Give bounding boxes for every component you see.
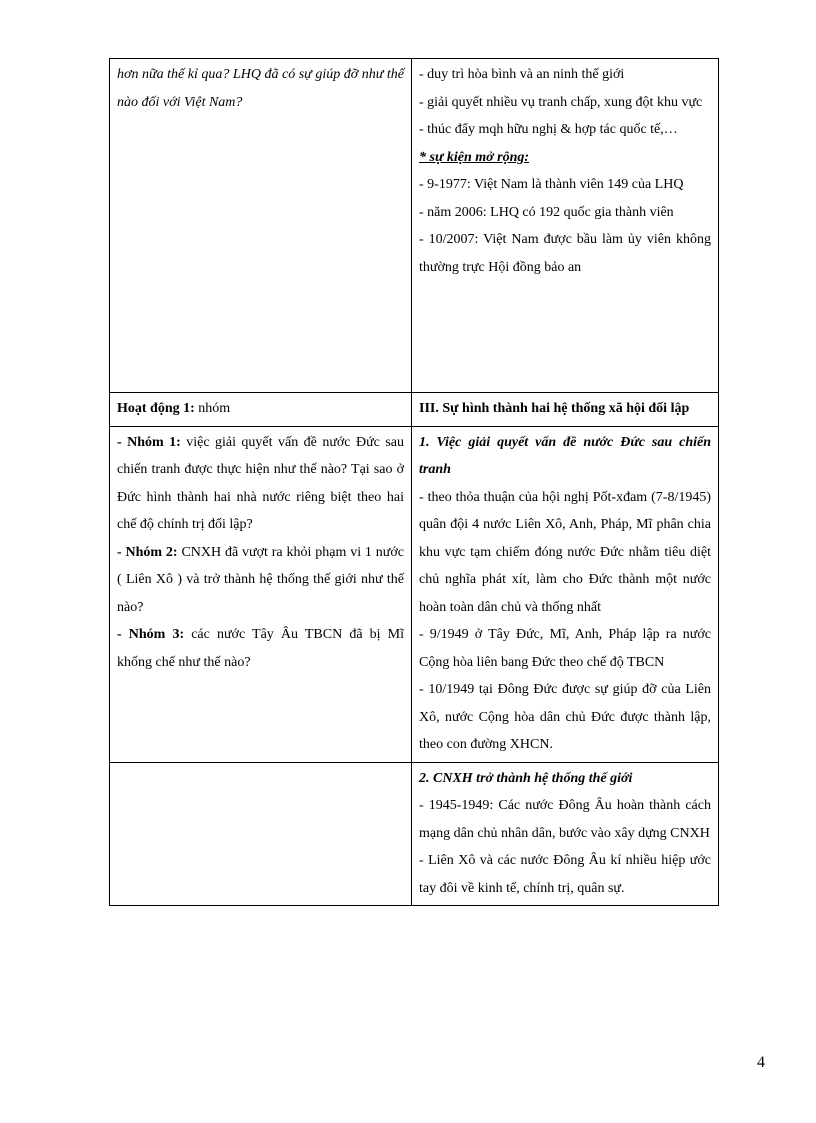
list-item: - thúc đẩy mqh hữu nghị & hợp tác quốc tế,… bbox=[419, 122, 678, 137]
table-row bbox=[110, 59, 719, 393]
activity-text: nhóm bbox=[194, 401, 231, 416]
activity-cell bbox=[110, 762, 412, 906]
list-item: - theo thỏa thuận của hội nghị Pốt-xđam (7-8/1945) quân đội 4 nước Liên Xô, Anh, Pháp, Mĩ phân chia khu vực tạm chiếm đóng nước Đức nhằm tiêu diệt chủ nghĩa phát xít, làm cho Đức thành một nước hoàn toàn dân chủ và thống nhất bbox=[419, 489, 711, 615]
activity-cell bbox=[110, 59, 412, 393]
activity-cell bbox=[110, 393, 412, 427]
list-item: - giải quyết nhiều vụ tranh chấp, xung đột khu vực bbox=[419, 94, 703, 110]
section-heading: III. Sự hình thành hai hệ thống xã hội đối lập bbox=[419, 401, 690, 416]
list-item: - Liên Xô và các nước Đông Âu kí nhiều hiệp ước tay đôi về kinh tế, chính trị, quân sự. bbox=[419, 853, 711, 896]
question-text: hơn nữa thế kỉ qua? LHQ đã có sự giúp đỡ như thế nào đối với Việt Nam? bbox=[117, 67, 404, 110]
list-item: - 9-1977: Việt Nam là thành viên 149 của LHQ bbox=[419, 177, 684, 192]
subsection-heading: 2. CNXH trở thành hệ thống thế giới bbox=[419, 770, 633, 786]
subsection-heading: 1. Việc giải quyết vấn đề nước Đức sau chiến tranh bbox=[419, 434, 711, 477]
group-label: - Nhóm 3: bbox=[117, 627, 185, 642]
activity-label: Hoạt động 1: bbox=[117, 401, 195, 416]
activity-cell bbox=[110, 426, 412, 762]
list-item: - duy trì hòa bình và an ninh thế giới bbox=[419, 67, 625, 82]
group-label: - Nhóm 2: bbox=[117, 544, 178, 560]
content-cell bbox=[412, 762, 719, 906]
table-row bbox=[110, 393, 719, 427]
content-cell bbox=[412, 426, 719, 762]
group-task: CNXH đã vượt ra khỏi phạm vi 1 nước ( Liên Xô ) và trở thành hệ thống thế giới như thế nào? bbox=[117, 544, 404, 615]
group-task: việc giải quyết vấn đề nước Đức sau chiến tranh được thực hiện như thế nào? Tại sao ở Đức hình thành hai nhà nước riêng biệt theo hai chế độ chính trị đối lập? bbox=[117, 434, 404, 532]
content-cell bbox=[412, 59, 719, 393]
table-row bbox=[110, 426, 719, 762]
list-item: - 10/2007: Việt Nam được bầu làm ủy viên không thường trực Hội đồng bảo an bbox=[419, 232, 711, 275]
table-row bbox=[110, 762, 719, 906]
list-item: - 9/1949 ở Tây Đức, Mĩ, Anh, Pháp lập ra nước Cộng hòa liên bang Đức theo chế độ TBCN bbox=[419, 627, 711, 670]
group-label: - Nhóm 1: bbox=[117, 434, 181, 450]
content-cell bbox=[412, 393, 719, 427]
list-item: - 1945-1949: Các nước Đông Âu hoàn thành cách mạng dân chủ nhân dân, bước vào xây dựng CNXH bbox=[419, 798, 711, 841]
lesson-table bbox=[109, 58, 719, 906]
subheading: * sự kiện mở rộng: bbox=[419, 149, 530, 165]
group-task: các nước Tây Âu TBCN đã bị Mĩ khống chế như thế nào? bbox=[117, 627, 404, 670]
list-item: - 10/1949 tại Đông Đức được sự giúp đỡ của Liên Xô, nước Cộng hòa dân chủ Đức được thành lập, theo con đường XHCN. bbox=[419, 682, 711, 752]
list-item: - năm 2006: LHQ có 192 quốc gia thành viên bbox=[419, 204, 674, 220]
page-number: 4 bbox=[757, 1054, 765, 1071]
